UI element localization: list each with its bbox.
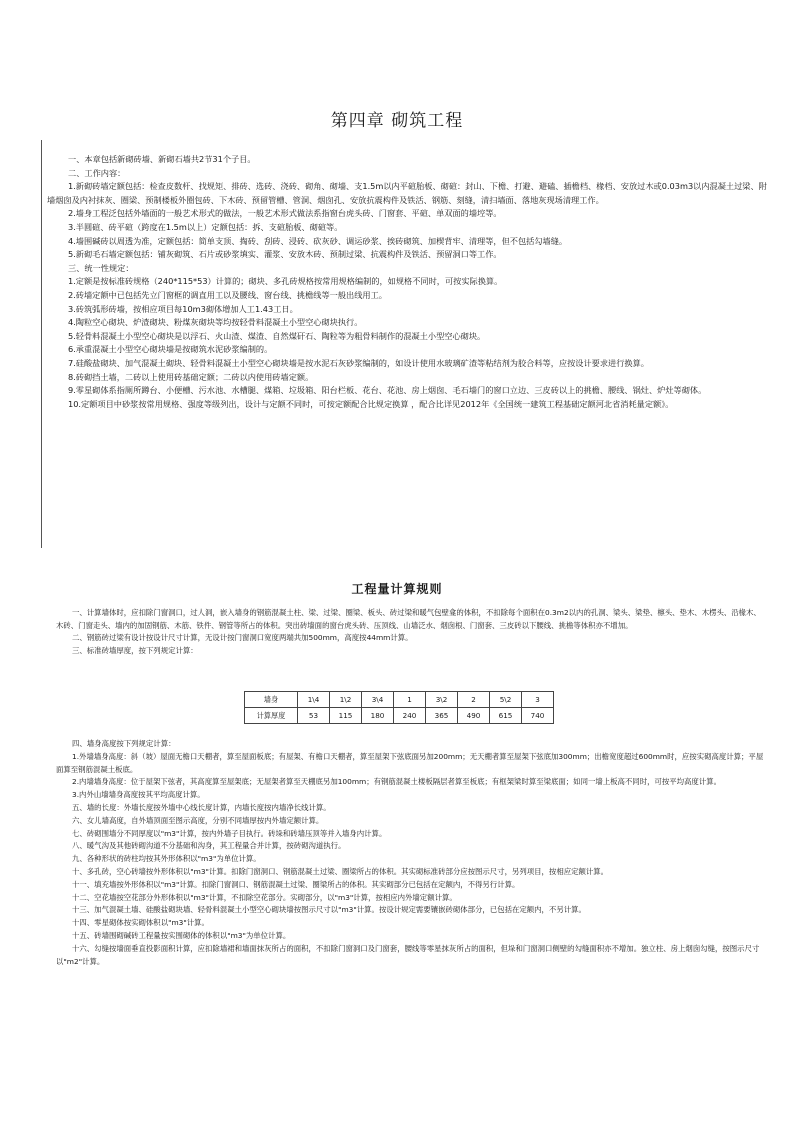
table-cell: 490 <box>458 708 490 724</box>
table-cell: 3\2 <box>426 692 458 708</box>
margin-rule <box>41 140 42 548</box>
table-cell: 3\4 <box>362 692 394 708</box>
table-cell: 740 <box>522 708 554 724</box>
paragraph: 十、多孔砖，空心砖墙按外形体积以"m3"计算。扣除门窗洞口、钢筋混凝土过梁、圈梁所占的体积。其实砌标准砖部分应按图示尺寸，另列项目，按相应定额计算。 <box>72 866 609 876</box>
table-cell: 240 <box>394 708 426 724</box>
paragraph: 3.内外山墙墙身高度按其平均高度计算。 <box>72 790 205 800</box>
paragraph: 5.新砌毛石墙定额包括：铺灰砌筑、石片或砂浆填实、灌浆、安放木砖、预制过梁、抗震构件及铁活、预留洞口等工作。 <box>68 249 502 260</box>
table-row <box>245 708 554 724</box>
rules-title: 工程量计算规则 <box>351 582 443 596</box>
paragraph: 4.墙围碱砖以周透为准，定额包括：简单支顶、掏砖、刮砖、浸砖、砍灰砂、调运砂浆、挨砖砌筑、加楔背牢、清理等，但不包括勾墙缝。 <box>68 235 568 246</box>
paragraph: 2.砖墙定额中已包括先立门窗框的调直用工以及腰线、窗台线、挑檐线等一般出线用工。 <box>68 289 387 300</box>
table-cell: 1 <box>394 692 426 708</box>
paragraph: 二、钢筋砖过梁有设计按设计尺寸计算，无设计按门窗洞口宽度两端共加500mm，高度按44mm计算。 <box>72 633 413 643</box>
paragraph: 八、暖气沟及其他砖砌沟道不分基础和沟身，其工程量合并计算，按砖砌沟道执行。 <box>72 841 346 851</box>
table-cell: 180 <box>362 708 394 724</box>
paragraph: 2.内墙墙身高度：位于屋架下弦者，其高度算至屋架底；无屋架者算至天棚底另加100mm；有钢筋混凝土楼板隔层者算至板底；有框架梁时算至梁底面；如同一墙上板高不同时，可按平均高度计算。 <box>72 777 721 787</box>
chapter-intro <box>47 153 768 411</box>
table-cell: 365 <box>426 708 458 724</box>
table-cell: 2 <box>458 692 490 708</box>
paragraph: 六、女儿墙高度，自外墙顶面至图示高度，分别不同墙厚按内外墙定额计算。 <box>72 815 324 825</box>
wall-thickness-table <box>244 691 554 724</box>
paragraph: 二、工作内容： <box>68 167 126 178</box>
paragraph: 三、统一性规定： <box>68 262 134 273</box>
paragraph: 1.定额是按标准砖规格（240*115*53）计算的；砌块、多孔砖规格按常用规格编制的，如规格不同时，可按实际换算。 <box>68 276 503 287</box>
paragraph: 十六、勾缝按墙面垂直投影面积计算，应扣除墙裙和墙面抹灰所占的面积，不扣除门窗洞口及门窗套，腰线等零星抹灰所占的面积，但垛和门窗洞口侧壁的勾缝面积亦不增加。独立柱、房上烟囱勾缝，按图示尺寸以"m2"计算。 <box>56 943 760 966</box>
paragraph: 四、墙身高度按下列规定计算： <box>72 739 176 748</box>
paragraph: 3.砖筑弧形砖墙，按相应项目每10m3砌体增加人工1.43工日。 <box>68 303 298 314</box>
paragraph: 十一、填充墙按外形体积以"m3"计算。扣除门窗洞口、钢筋混凝土过梁、圈梁所占的体积。其实砌部分已包括在定额内，不得另行计算。 <box>72 879 520 889</box>
paragraph: 十四、零星砌体按实砌体积以"m3"计算。 <box>72 918 209 928</box>
paragraph: 4.陶粒空心砌块、炉渣砌块、粉煤灰砌块等均按轻骨料混凝土小型空心砌块执行。 <box>68 317 363 328</box>
paragraph: 10.定额项目中砂浆按常用规格、强度等级列出，设计与定额不同时，可按定额配合比规定换算 ，配合比详见2012年《全国统一建筑工程基础定额河北省消耗量定额》。 <box>68 398 674 409</box>
paragraph: 一、本章包括新砌砖墙、新砌石墙共2节31个子目。 <box>68 154 256 164</box>
paragraph: 十三、加气混凝土墙、硅酸盐砌块墙、轻骨料混凝土小型空心砌块墙按图示尺寸以"m3"计算。按设计规定需要镶嵌砖砌体部分，已包括在定额内，不另计算。 <box>72 905 586 915</box>
table-cell: 115 <box>330 708 362 724</box>
paragraph: 5.轻骨料混凝土小型空心砌块是以浮石、火山渣、煤渣、自然煤矸石、陶粒等为粗骨料制作的混凝土小型空心砌块。 <box>68 330 486 341</box>
paragraph: 3.半圆碹、砖平碹（跨度在1.5m以上）定额包括：拆、支碹胎板、砌碹等。 <box>68 221 343 232</box>
chapter-title: 第四章 砌筑工程 <box>330 111 464 131</box>
paragraph: 1.新砌砖墙定额包括：检查皮数杆、找规矩、排砖、选砖、浇砖、砌角、砌墙、支1.5m以内平碹胎板、砌碹：封山、下檐、打避、避磕、插檐档、椽档、安放过木或0.03m3以内混凝土过梁、附墙烟囱及内衬抹灰、圈梁、预制楼板外圈包砖、下木砖、预留管槽、管洞、烟囱孔、安放抗震构件及铁活、钢筋、刻缝，清扫墙面、落地灰现场清理工作。 <box>47 181 767 205</box>
table-header-cell: 计算厚度 <box>245 708 298 724</box>
table-cell: 1\4 <box>298 692 330 708</box>
paragraph: 十五、砖墙围砌碱砖工程量按实围砌体的体积以"m3"为单位计算。 <box>72 930 291 940</box>
paragraph: 6.承重混凝土小型空心砌块墙是按砌筑水泥砂浆编制的。 <box>68 344 273 355</box>
paragraph: 7.硅酸盐砌块、加气混凝土砌块、轻骨料混凝土小型空心砌块墙是按水泥石灰砂浆编制的，如设计使用水玻璃矿渣等粘结剂为胶合料等，应按设计要求进行换算。 <box>68 357 649 368</box>
rules-part-1 <box>56 607 768 657</box>
paragraph: 十二、空花墙按空花部分外形体积以"m3"计算，不扣除空花部分。实砌部分，以"m3"计算，按相应内外墙定额计算。 <box>72 892 457 902</box>
paragraph: 9.零星砌体系指厕所蹲台、小便槽、污水池、水槽腿、煤箱、垃圾箱、阳台栏板、花台、花池、房上烟囱、毛石墙门的窗口立边、三皮砖以上的挑檐、腰线、锅灶、炉灶等砌体。 <box>68 385 707 396</box>
paragraph: 三、标准砖墙厚度，按下列规定计算： <box>72 645 198 655</box>
paragraph: 五、墙的长度：外墙长度按外墙中心线长度计算，内墙长度按内墙净长线计算。 <box>72 802 331 812</box>
table-cell: 1\2 <box>330 692 362 708</box>
table-cell: 5\2 <box>490 692 522 708</box>
rules-part-2 <box>56 738 768 968</box>
table-row <box>245 692 554 708</box>
paragraph: 九、各种形状的砖柱均按其外形体积以"m3"为单位计算。 <box>72 854 261 864</box>
paragraph: 七、砖砌围墙分不同厚度以"m3"计算，按内外墙子目执行。砖垛和砖墙压顶等并入墙身内计算。 <box>72 828 387 838</box>
table-cell: 615 <box>490 708 522 724</box>
paragraph: 一、计算墙体时，应扣除门窗洞口，过人洞，嵌入墙身的钢筋混凝土柱、梁、过梁、圈梁、板头、砖过梁和暖气包壁龛的体积，不扣除每个面积在0.3m2以内的孔洞、梁头、梁垫、檩头、垫木、木楞头、沿椽木、木砖、门窗走头、墙内的加固钢筋、木筋、铁件、钢管等所占的体积。突出砖墙面的窗台虎头砖、压顶线、山墙泛水、烟囱根、门窗套、三皮砖以下腰线、挑檐等体积亦不增加。 <box>56 608 761 630</box>
table-cell: 3 <box>522 692 554 708</box>
table-cell: 53 <box>298 708 330 724</box>
paragraph: 1.外墙墙身高度：斜（坡）屋面无檐口天棚者，算至屋面板底；有屋架、有檐口天棚者，算至屋架下弦底面另加200mm；无天棚者算至屋架下弦底加300mm；出檐宽度超过600mm时，应按实砌高度计算；平屋面算至钢筋混凝土板底。 <box>56 751 764 774</box>
table-header-cell: 墙身 <box>245 692 298 708</box>
paragraph: 8.砖砌挡土墙，二砖以上使用砖基础定额；二砖以内使用砖墙定额。 <box>68 371 314 382</box>
paragraph: 2.墙身工程泛包括外墙面的一般艺术形式的做法，一般艺术形式做法系指窗台虎头砖、门窗套、平碹、单双面的墙埪等。 <box>68 208 502 219</box>
